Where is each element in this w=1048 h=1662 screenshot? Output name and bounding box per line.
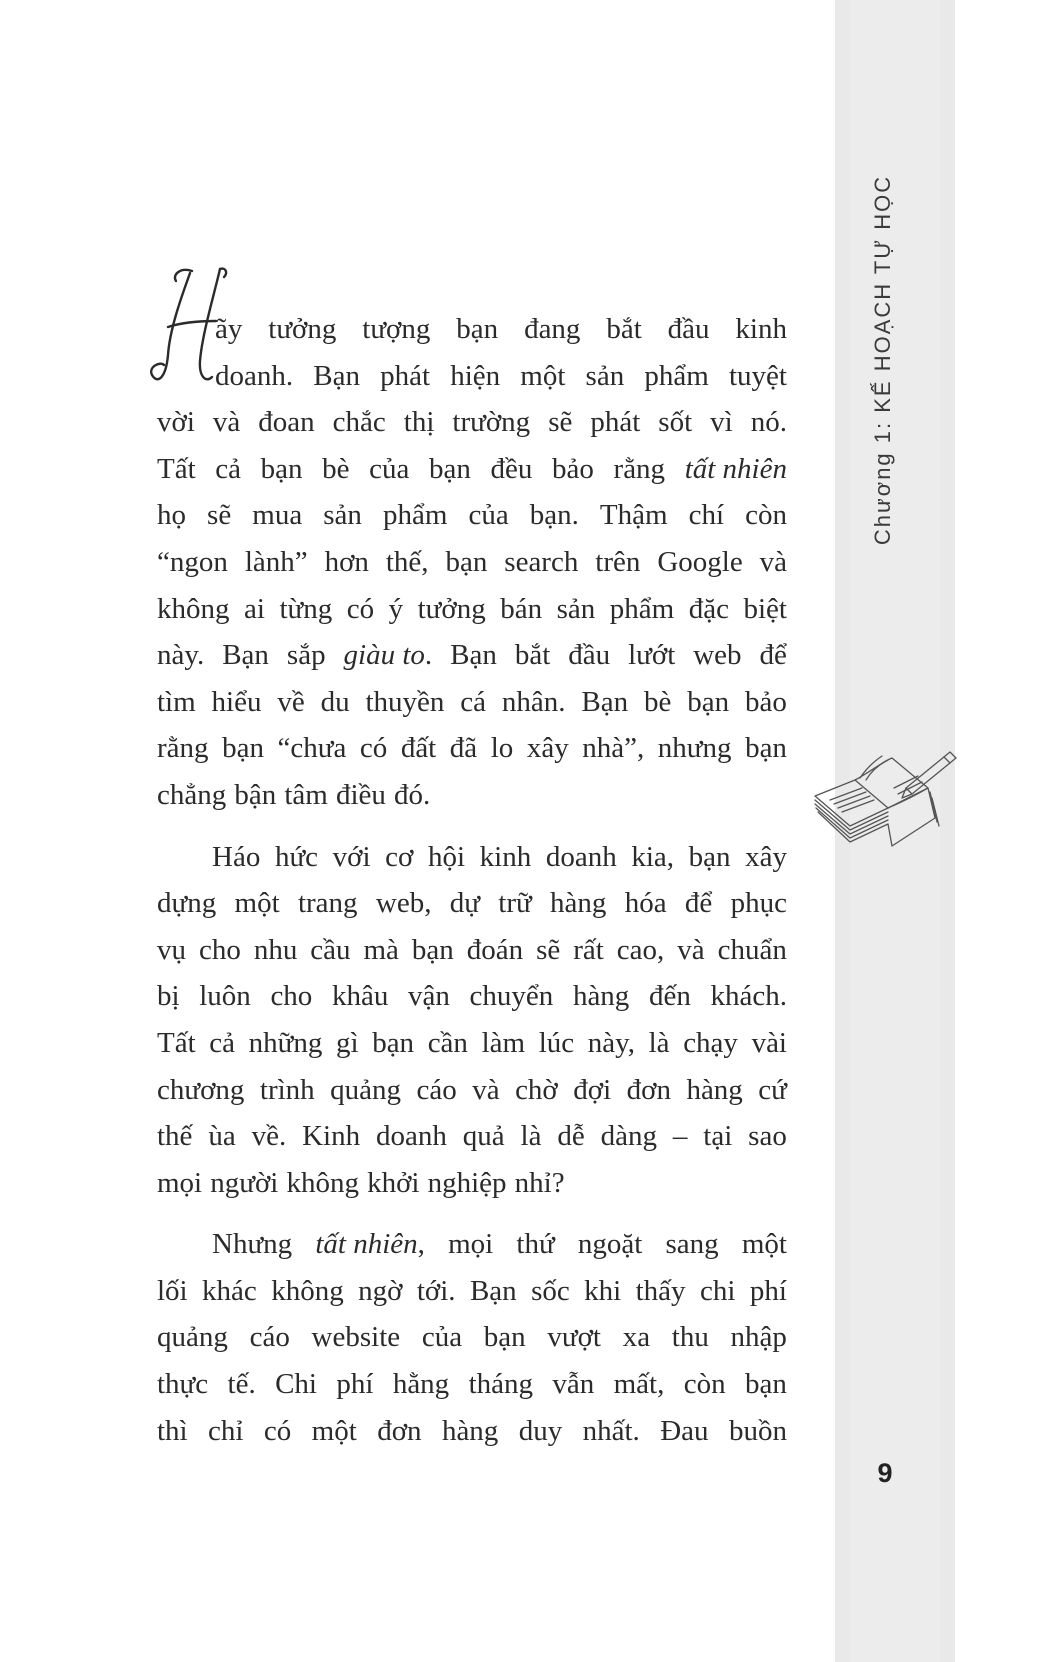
page-number: 9 [877, 1458, 893, 1488]
text-line: Háo hức với cơ hội kinh doanh kia, bạn xây [212, 840, 787, 873]
text-line: mọi người không khởi nghiệp nhỉ? [157, 1166, 565, 1199]
text-line: thì chỉ có một đơn hàng duy nhất. Đau buồn [157, 1414, 787, 1447]
paragraph-gap [157, 819, 787, 834]
text-line: chẳng bận tâm điều đó. [157, 778, 431, 811]
text-line: “ngon lành” hơn thế, bạn search trên Google và [157, 545, 787, 578]
text-line: thế ùa về. Kinh doanh quả là dễ dàng – tại sao [157, 1120, 787, 1153]
text-line: dựng một trang web, dự trữ hàng hóa để phục [157, 887, 787, 920]
open-book-with-pen-icon [810, 748, 960, 853]
text-line: tìm hiểu về du thuyền cá nhân. Bạn bè bạn bảo [157, 685, 787, 718]
text-line: lối khác không ngờ tới. Bạn sốc khi thấy chi phí [157, 1274, 787, 1307]
text-line: Tất cả bạn bè của bạn đều bảo rằng tất nhiên [157, 452, 787, 485]
text-line: vụ cho nhu cầu mà bạn đoán sẽ rất cao, và chuẩn [157, 933, 787, 966]
text-line: Tất cả những gì bạn cần làm lúc này, là chạy vài [157, 1026, 787, 1059]
text-line: ãy tưởng tượng bạn đang bắt đầu kinh [215, 313, 787, 345]
text-line: này. Bạn sắp giàu to. Bạn bắt đầu lướt web để [157, 639, 787, 672]
body-text [157, 306, 787, 1454]
text-line: thực tế. Chi phí hằng tháng vẫn mất, còn bạn [157, 1368, 787, 1401]
chapter-label: Chương 1: KẾ HOẠCH TỰ HỌC [870, 174, 895, 546]
text-line: Nhưng tất nhiên, mọi thứ ngoặt sang một [212, 1228, 787, 1261]
text-line: chương trình quảng cáo và chờ đợi đơn hàng cứ [157, 1073, 787, 1106]
text-line: vời và đoan chắc thị trường sẽ phát sốt vì nó. [157, 406, 787, 439]
text-line: họ sẽ mua sản phẩm của bạn. Thậm chí còn [157, 499, 787, 532]
paragraph-gap [157, 1206, 787, 1221]
text-line: không ai từng có ý tưởng bán sản phẩm đặc biệt [157, 592, 787, 625]
text-line: rằng bạn “chưa có đất đã lo xây nhà”, nhưng bạn [157, 732, 787, 765]
text-line: doanh. Bạn phát hiện một sản phẩm tuyệt [215, 359, 787, 392]
text-line: bị luôn cho khâu vận chuyển hàng đến khách. [157, 980, 787, 1013]
text-line: quảng cáo website của bạn vượt xa thu nhập [157, 1321, 787, 1354]
